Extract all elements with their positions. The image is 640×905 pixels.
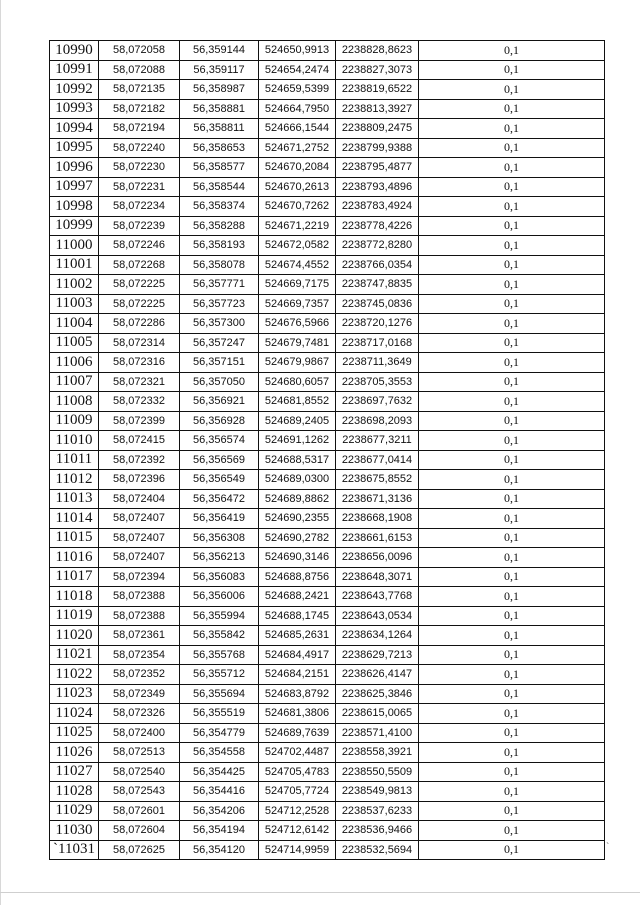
longitude-cell: 56,356921 [180,392,259,412]
longitude-cell: 56,355768 [180,645,259,665]
point-number-cell: 11008 [50,392,99,412]
longitude-cell: 56,354206 [180,801,259,821]
coordinates-table [49,40,605,860]
point-number-cell: 11020 [50,626,99,646]
precision-cell: 0,1 [419,548,605,568]
longitude-cell: 56,358881 [180,99,259,119]
y-coordinate-cell: 2238795,4877 [336,158,419,178]
longitude-cell: 56,355519 [180,704,259,724]
y-coordinate-cell: 2238536,9466 [336,821,419,841]
x-coordinate-cell: 524688,5317 [259,450,336,470]
x-coordinate-cell: 524702,4487 [259,743,336,763]
precision-cell: 0,1 [419,216,605,236]
longitude-cell: 56,359117 [180,60,259,80]
precision-cell: 0,1 [419,665,605,685]
y-coordinate-cell: 2238626,4147 [336,665,419,685]
precision-cell: 0,1 [419,821,605,841]
table-row [50,353,605,373]
precision-cell: 0,1 [419,60,605,80]
point-number-cell: 10999 [50,216,99,236]
point-number-cell: 11024 [50,704,99,724]
page-left-edge [0,0,1,905]
longitude-cell: 56,356419 [180,509,259,529]
point-number-cell: 10998 [50,197,99,217]
point-number-cell: 10994 [50,119,99,139]
x-coordinate-cell: 524688,2421 [259,587,336,607]
x-coordinate-cell: 524705,4783 [259,762,336,782]
longitude-cell: 56,357247 [180,333,259,353]
y-coordinate-cell: 2238783,4924 [336,197,419,217]
point-number-cell: 11017 [50,567,99,587]
page-bottom-edge [0,892,640,893]
x-coordinate-cell: 524684,4917 [259,645,336,665]
y-coordinate-cell: 2238711,3649 [336,353,419,373]
x-coordinate-cell: 524670,2613 [259,177,336,197]
point-number-cell: 11009 [50,411,99,431]
x-coordinate-cell: 524685,2631 [259,626,336,646]
latitude-cell: 58,072230 [99,158,180,178]
longitude-cell: 56,354779 [180,723,259,743]
point-number-cell: `11031 [50,840,99,860]
point-number-cell: 11002 [50,275,99,295]
point-number-cell: 11015 [50,528,99,548]
y-coordinate-cell: 2238778,4226 [336,216,419,236]
point-number-cell: 11012 [50,470,99,490]
precision-cell: 0,1 [419,645,605,665]
longitude-cell: 56,356549 [180,470,259,490]
point-number-cell: 11026 [50,743,99,763]
point-number-cell: 11022 [50,665,99,685]
precision-cell: 0,1 [419,470,605,490]
y-coordinate-cell: 2238537,6233 [336,801,419,821]
latitude-cell: 58,072246 [99,236,180,256]
y-coordinate-cell: 2238648,3071 [336,567,419,587]
table-row [50,275,605,295]
table-row [50,821,605,841]
precision-cell: 0,1 [419,567,605,587]
point-number-cell: 11018 [50,587,99,607]
x-coordinate-cell: 524669,7357 [259,294,336,314]
x-coordinate-cell: 524683,8792 [259,684,336,704]
x-coordinate-cell: 524671,2752 [259,138,336,158]
longitude-cell: 56,358193 [180,236,259,256]
table-row [50,99,605,119]
y-coordinate-cell: 2238661,6153 [336,528,419,548]
x-coordinate-cell: 524689,8862 [259,489,336,509]
point-number-cell: 11003 [50,294,99,314]
x-coordinate-cell: 524670,2084 [259,158,336,178]
x-coordinate-cell: 524688,1745 [259,606,336,626]
latitude-cell: 58,072404 [99,489,180,509]
longitude-cell: 56,358653 [180,138,259,158]
table-row [50,723,605,743]
precision-cell: 0,1 [419,275,605,295]
point-number-cell: 10995 [50,138,99,158]
latitude-cell: 58,072407 [99,528,180,548]
precision-cell: 0,1 [419,255,605,275]
x-coordinate-cell: 524670,7262 [259,197,336,217]
precision-cell: 0,1 [419,41,605,61]
point-number-cell: 10990 [50,41,99,61]
y-coordinate-cell: 2238697,7632 [336,392,419,412]
table-row [50,197,605,217]
table-row [50,177,605,197]
table-row [50,782,605,802]
longitude-cell: 56,355694 [180,684,259,704]
y-coordinate-cell: 2238671,3136 [336,489,419,509]
point-number-cell: 11016 [50,548,99,568]
y-coordinate-cell: 2238677,3211 [336,431,419,451]
latitude-cell: 58,072058 [99,41,180,61]
table-row [50,665,605,685]
table-row [50,548,605,568]
table-row [50,801,605,821]
point-number-cell: 10997 [50,177,99,197]
point-number-cell: 10993 [50,99,99,119]
precision-cell: 0,1 [419,119,605,139]
table-row [50,216,605,236]
longitude-cell: 56,356308 [180,528,259,548]
x-coordinate-cell: 524690,2355 [259,509,336,529]
y-coordinate-cell: 2238766,0354 [336,255,419,275]
longitude-cell: 56,357771 [180,275,259,295]
latitude-cell: 58,072225 [99,294,180,314]
x-coordinate-cell: 524684,2151 [259,665,336,685]
y-coordinate-cell: 2238772,8280 [336,236,419,256]
longitude-cell: 56,355994 [180,606,259,626]
y-coordinate-cell: 2238668,1908 [336,509,419,529]
latitude-cell: 58,072392 [99,450,180,470]
latitude-cell: 58,072396 [99,470,180,490]
y-coordinate-cell: 2238827,3073 [336,60,419,80]
latitude-cell: 58,072234 [99,197,180,217]
precision-cell: 0,1 [419,626,605,646]
latitude-cell: 58,072604 [99,821,180,841]
latitude-cell: 58,072225 [99,275,180,295]
y-coordinate-cell: 2238634,1264 [336,626,419,646]
point-number-cell: 11011 [50,450,99,470]
precision-cell: 0,1 [419,431,605,451]
longitude-cell: 56,355712 [180,665,259,685]
precision-cell: 0,1 [419,450,605,470]
y-coordinate-cell: 2238549,9813 [336,782,419,802]
precision-cell: 0,1 [419,333,605,353]
latitude-cell: 58,072332 [99,392,180,412]
point-number-cell: 11030 [50,821,99,841]
point-number-cell: 11023 [50,684,99,704]
precision-cell: 0,1 [419,372,605,392]
point-number-cell: 11010 [50,431,99,451]
point-number-cell: 10996 [50,158,99,178]
precision-cell: 0,1 [419,411,605,431]
precision-cell: 0,1 [419,704,605,724]
x-coordinate-cell: 524680,6057 [259,372,336,392]
y-coordinate-cell: 2238813,3927 [336,99,419,119]
latitude-cell: 58,072540 [99,762,180,782]
point-number-cell: 11021 [50,645,99,665]
precision-cell: 0,1 [419,587,605,607]
latitude-cell: 58,072231 [99,177,180,197]
x-coordinate-cell: 524689,2405 [259,411,336,431]
y-coordinate-cell: 2238809,2475 [336,119,419,139]
table-row [50,392,605,412]
longitude-cell: 56,354425 [180,762,259,782]
y-coordinate-cell: 2238629,7213 [336,645,419,665]
longitude-cell: 56,356569 [180,450,259,470]
y-coordinate-cell: 2238819,6522 [336,80,419,100]
longitude-cell: 56,354558 [180,743,259,763]
latitude-cell: 58,072399 [99,411,180,431]
table-row [50,645,605,665]
table-row [50,236,605,256]
latitude-cell: 58,072407 [99,548,180,568]
latitude-cell: 58,072314 [99,333,180,353]
y-coordinate-cell: 2238747,8835 [336,275,419,295]
table-row [50,119,605,139]
point-number-cell: 10991 [50,60,99,80]
y-coordinate-cell: 2238720,1276 [336,314,419,334]
precision-cell: 0,1 [419,314,605,334]
table-row [50,704,605,724]
point-number-cell: 11019 [50,606,99,626]
y-coordinate-cell: 2238656,0096 [336,548,419,568]
table-row [50,567,605,587]
precision-cell: 0,1 [419,294,605,314]
longitude-cell: 56,358987 [180,80,259,100]
y-coordinate-cell: 2238745,0836 [336,294,419,314]
x-coordinate-cell: 524676,5966 [259,314,336,334]
longitude-cell: 56,354120 [180,840,259,860]
y-coordinate-cell: 2238698,2093 [336,411,419,431]
precision-cell: 0,1 [419,782,605,802]
y-coordinate-cell: 2238643,0534 [336,606,419,626]
y-coordinate-cell: 2238793,4896 [336,177,419,197]
latitude-cell: 58,072400 [99,723,180,743]
x-coordinate-cell: 524659,5399 [259,80,336,100]
longitude-cell: 56,357300 [180,314,259,334]
y-coordinate-cell: 2238615,0065 [336,704,419,724]
latitude-cell: 58,072388 [99,587,180,607]
longitude-cell: 56,357151 [180,353,259,373]
table-row [50,294,605,314]
longitude-cell: 56,357723 [180,294,259,314]
precision-cell: 0,1 [419,762,605,782]
x-coordinate-cell: 524671,2219 [259,216,336,236]
y-coordinate-cell: 2238828,8623 [336,41,419,61]
longitude-cell: 56,358577 [180,158,259,178]
precision-cell: 0,1 [419,236,605,256]
point-number-cell: 11007 [50,372,99,392]
table-row [50,587,605,607]
latitude-cell: 58,072321 [99,372,180,392]
longitude-cell: 56,355842 [180,626,259,646]
longitude-cell: 56,356574 [180,431,259,451]
longitude-cell: 56,358374 [180,197,259,217]
point-number-cell: 11025 [50,723,99,743]
longitude-cell: 56,358811 [180,119,259,139]
x-coordinate-cell: 524679,9867 [259,353,336,373]
margin-mark: ` [606,842,610,853]
table-row [50,138,605,158]
precision-cell: 0,1 [419,606,605,626]
point-number-cell: 10992 [50,80,99,100]
x-coordinate-cell: 524681,8552 [259,392,336,412]
y-coordinate-cell: 2238625,3846 [336,684,419,704]
table-row [50,450,605,470]
x-coordinate-cell: 524679,7481 [259,333,336,353]
precision-cell: 0,1 [419,509,605,529]
latitude-cell: 58,072286 [99,314,180,334]
point-number-cell: 11006 [50,353,99,373]
x-coordinate-cell: 524664,7950 [259,99,336,119]
table-row [50,528,605,548]
table-row [50,333,605,353]
precision-cell: 0,1 [419,138,605,158]
x-coordinate-cell: 524690,3146 [259,548,336,568]
precision-cell: 0,1 [419,840,605,860]
point-number-cell: 11005 [50,333,99,353]
table-row [50,411,605,431]
table-row [50,684,605,704]
latitude-cell: 58,072625 [99,840,180,860]
longitude-cell: 56,354194 [180,821,259,841]
latitude-cell: 58,072088 [99,60,180,80]
y-coordinate-cell: 2238675,8552 [336,470,419,490]
latitude-cell: 58,072349 [99,684,180,704]
latitude-cell: 58,072388 [99,606,180,626]
x-coordinate-cell: 524714,9959 [259,840,336,860]
y-coordinate-cell: 2238643,7768 [336,587,419,607]
longitude-cell: 56,356472 [180,489,259,509]
table-row [50,372,605,392]
y-coordinate-cell: 2238799,9388 [336,138,419,158]
point-number-cell: 11013 [50,489,99,509]
precision-cell: 0,1 [419,99,605,119]
y-coordinate-cell: 2238717,0168 [336,333,419,353]
latitude-cell: 58,072239 [99,216,180,236]
precision-cell: 0,1 [419,353,605,373]
point-number-cell: 11028 [50,782,99,802]
table-row [50,626,605,646]
latitude-cell: 58,072326 [99,704,180,724]
latitude-cell: 58,072268 [99,255,180,275]
longitude-cell: 56,358288 [180,216,259,236]
precision-cell: 0,1 [419,684,605,704]
table-row [50,255,605,275]
point-number-cell: 11014 [50,509,99,529]
x-coordinate-cell: 524690,2782 [259,528,336,548]
longitude-cell: 56,356006 [180,587,259,607]
longitude-cell: 56,356213 [180,548,259,568]
table-row [50,314,605,334]
x-coordinate-cell: 524691,1262 [259,431,336,451]
precision-cell: 0,1 [419,528,605,548]
latitude-cell: 58,072182 [99,99,180,119]
x-coordinate-cell: 524672,0582 [259,236,336,256]
table-row [50,762,605,782]
x-coordinate-cell: 524666,1544 [259,119,336,139]
precision-cell: 0,1 [419,743,605,763]
y-coordinate-cell: 2238550,5509 [336,762,419,782]
table-row [50,158,605,178]
point-number-cell: 11000 [50,236,99,256]
y-coordinate-cell: 2238532,5694 [336,840,419,860]
longitude-cell: 56,356928 [180,411,259,431]
precision-cell: 0,1 [419,392,605,412]
x-coordinate-cell: 524712,6142 [259,821,336,841]
x-coordinate-cell: 524688,8756 [259,567,336,587]
table-row [50,80,605,100]
longitude-cell: 56,357050 [180,372,259,392]
x-coordinate-cell: 524681,3806 [259,704,336,724]
precision-cell: 0,1 [419,158,605,178]
latitude-cell: 58,072601 [99,801,180,821]
longitude-cell: 56,358078 [180,255,259,275]
latitude-cell: 58,072513 [99,743,180,763]
point-number-cell: 11004 [50,314,99,334]
y-coordinate-cell: 2238677,0414 [336,450,419,470]
latitude-cell: 58,072352 [99,665,180,685]
longitude-cell: 56,354416 [180,782,259,802]
point-number-cell: 11001 [50,255,99,275]
latitude-cell: 58,072415 [99,431,180,451]
longitude-cell: 56,359144 [180,41,259,61]
longitude-cell: 56,358544 [180,177,259,197]
x-coordinate-cell: 524654,2474 [259,60,336,80]
precision-cell: 0,1 [419,197,605,217]
precision-cell: 0,1 [419,80,605,100]
table-row [50,41,605,61]
latitude-cell: 58,072135 [99,80,180,100]
y-coordinate-cell: 2238705,3553 [336,372,419,392]
table-row [50,60,605,80]
x-coordinate-cell: 524674,4552 [259,255,336,275]
table-row [50,470,605,490]
latitude-cell: 58,072354 [99,645,180,665]
latitude-cell: 58,072194 [99,119,180,139]
x-coordinate-cell: 524689,0300 [259,470,336,490]
x-coordinate-cell: 524669,7175 [259,275,336,295]
point-number-cell: 11029 [50,801,99,821]
table-row [50,431,605,451]
x-coordinate-cell: 524650,9913 [259,41,336,61]
precision-cell: 0,1 [419,723,605,743]
table-row [50,840,605,860]
y-coordinate-cell: 2238558,3921 [336,743,419,763]
latitude-cell: 58,072407 [99,509,180,529]
coordinates-table-body [50,41,605,860]
latitude-cell: 58,072394 [99,567,180,587]
y-coordinate-cell: 2238571,4100 [336,723,419,743]
x-coordinate-cell: 524712,2528 [259,801,336,821]
latitude-cell: 58,072543 [99,782,180,802]
precision-cell: 0,1 [419,177,605,197]
table-row [50,743,605,763]
x-coordinate-cell: 524689,7639 [259,723,336,743]
point-number-cell: 11027 [50,762,99,782]
latitude-cell: 58,072240 [99,138,180,158]
latitude-cell: 58,072316 [99,353,180,373]
table-row [50,489,605,509]
table-row [50,606,605,626]
x-coordinate-cell: 524705,7724 [259,782,336,802]
longitude-cell: 56,356083 [180,567,259,587]
latitude-cell: 58,072361 [99,626,180,646]
precision-cell: 0,1 [419,801,605,821]
precision-cell: 0,1 [419,489,605,509]
table-row [50,509,605,529]
